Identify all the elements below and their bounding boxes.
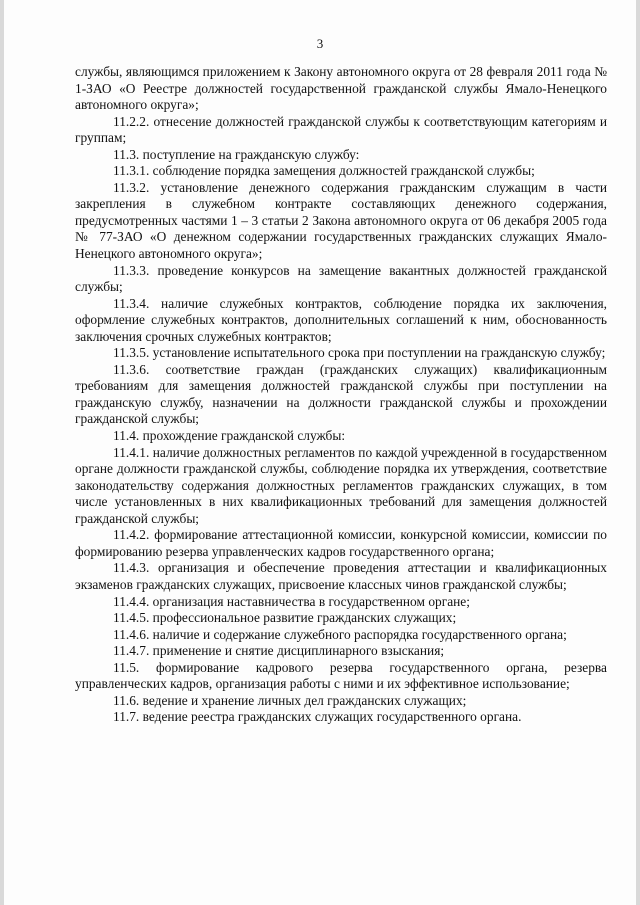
paragraph: 11.3. поступление на гражданскую службу: xyxy=(113,146,360,162)
paragraph: 11.4.2. формирование аттестационной комиссии, конкурсной комиссии, комиссии по формированию резерва управленческих кадров государственного органа; xyxy=(75,527,607,559)
paragraph: 11.2.2. отнесение должностей гражданской службы к соответствующим категориям и группам; xyxy=(75,113,607,146)
paragraph: 11.4.7. применение и снятие дисциплинарного взыскания; xyxy=(113,643,445,659)
paragraph: 11.4. прохождение гражданской службы: xyxy=(113,428,346,444)
paragraph: 11.7. ведение реестра гражданских служащих государственного органа. xyxy=(113,709,522,725)
paragraph: 11.3.3. проведение конкурсов на замещение вакантных должностей гражданской службы; xyxy=(75,262,607,295)
paragraph: службы, являющимся приложением к Закону автономного округа от 28 февраля 2011 года № 1-ЗАО «О Реестре должностей государственной гражданской службы Ямало-Ненецкого автономного округа»; xyxy=(75,64,607,113)
paragraph: 11.3.2. установление денежного содержания гражданским служащим в части закрепления в служебном контракте составляющих денежного содержания, предусмотренных частями 1 – 3 статьи 2 Закона автономного округа от 06 декабря 2005 года № 77-ЗАО «О денежном содержании государственных гражданских служащих Ямало-Ненецкого автономного округа»; xyxy=(75,179,607,262)
paragraph: 11.3.4. наличие служебных контрактов, соблюдение порядка их заключения, оформление служебных контрактов, дополнительных соглашений к ним, обоснованность заключения срочных служебных контрактов; xyxy=(75,295,607,344)
paragraph: 11.5. формирование кадрового резерва государственного органа, резерва управленческих кадров, организация работы с ними и их эффективное использование; xyxy=(75,659,607,692)
page-left-edge xyxy=(0,0,4,905)
document-body xyxy=(75,64,607,726)
paragraph: 11.3.5. установление испытательного срока при поступлении на гражданскую службу; xyxy=(113,345,606,361)
paragraph: 11.3.6. соответствие граждан (гражданских служащих) квалификационным требованиям для замещения должностей гражданской службы при поступлении на гражданскую службу, назначении на должности гражданской службы и прохождении гражданской службы; xyxy=(75,361,607,427)
paragraph: 11.4.4. организация наставничества в государственном органе; xyxy=(113,593,470,609)
page-right-edge xyxy=(636,0,640,905)
page-number: 3 xyxy=(316,36,324,51)
paragraph: 11.4.1. наличие должностных регламентов по каждой учрежденной в государственном органе должности гражданской службы, соблюдение порядка их утверждения, соответствие законодательству содержания должностных регламентов гражданских служащих, в том числе установленных в них квалификационных требований для замещения должностей гражданской службы; xyxy=(75,444,607,526)
paragraph: 11.4.5. профессиональное развитие гражданских служащих; xyxy=(113,610,457,626)
paragraph: 11.4.3. организация и обеспечение проведения аттестации и квалификационных экзаменов гражданских служащих, присвоение классных чинов гражданской службы; xyxy=(75,560,607,592)
paragraph: 11.6. ведение и хранение личных дел гражданских служащих; xyxy=(113,692,467,708)
paragraph: 11.4.6. наличие и содержание служебного распорядка государственного органа; xyxy=(113,626,567,642)
paragraph: 11.3.1. соблюдение порядка замещения должностей гражданской службы; xyxy=(113,163,535,179)
